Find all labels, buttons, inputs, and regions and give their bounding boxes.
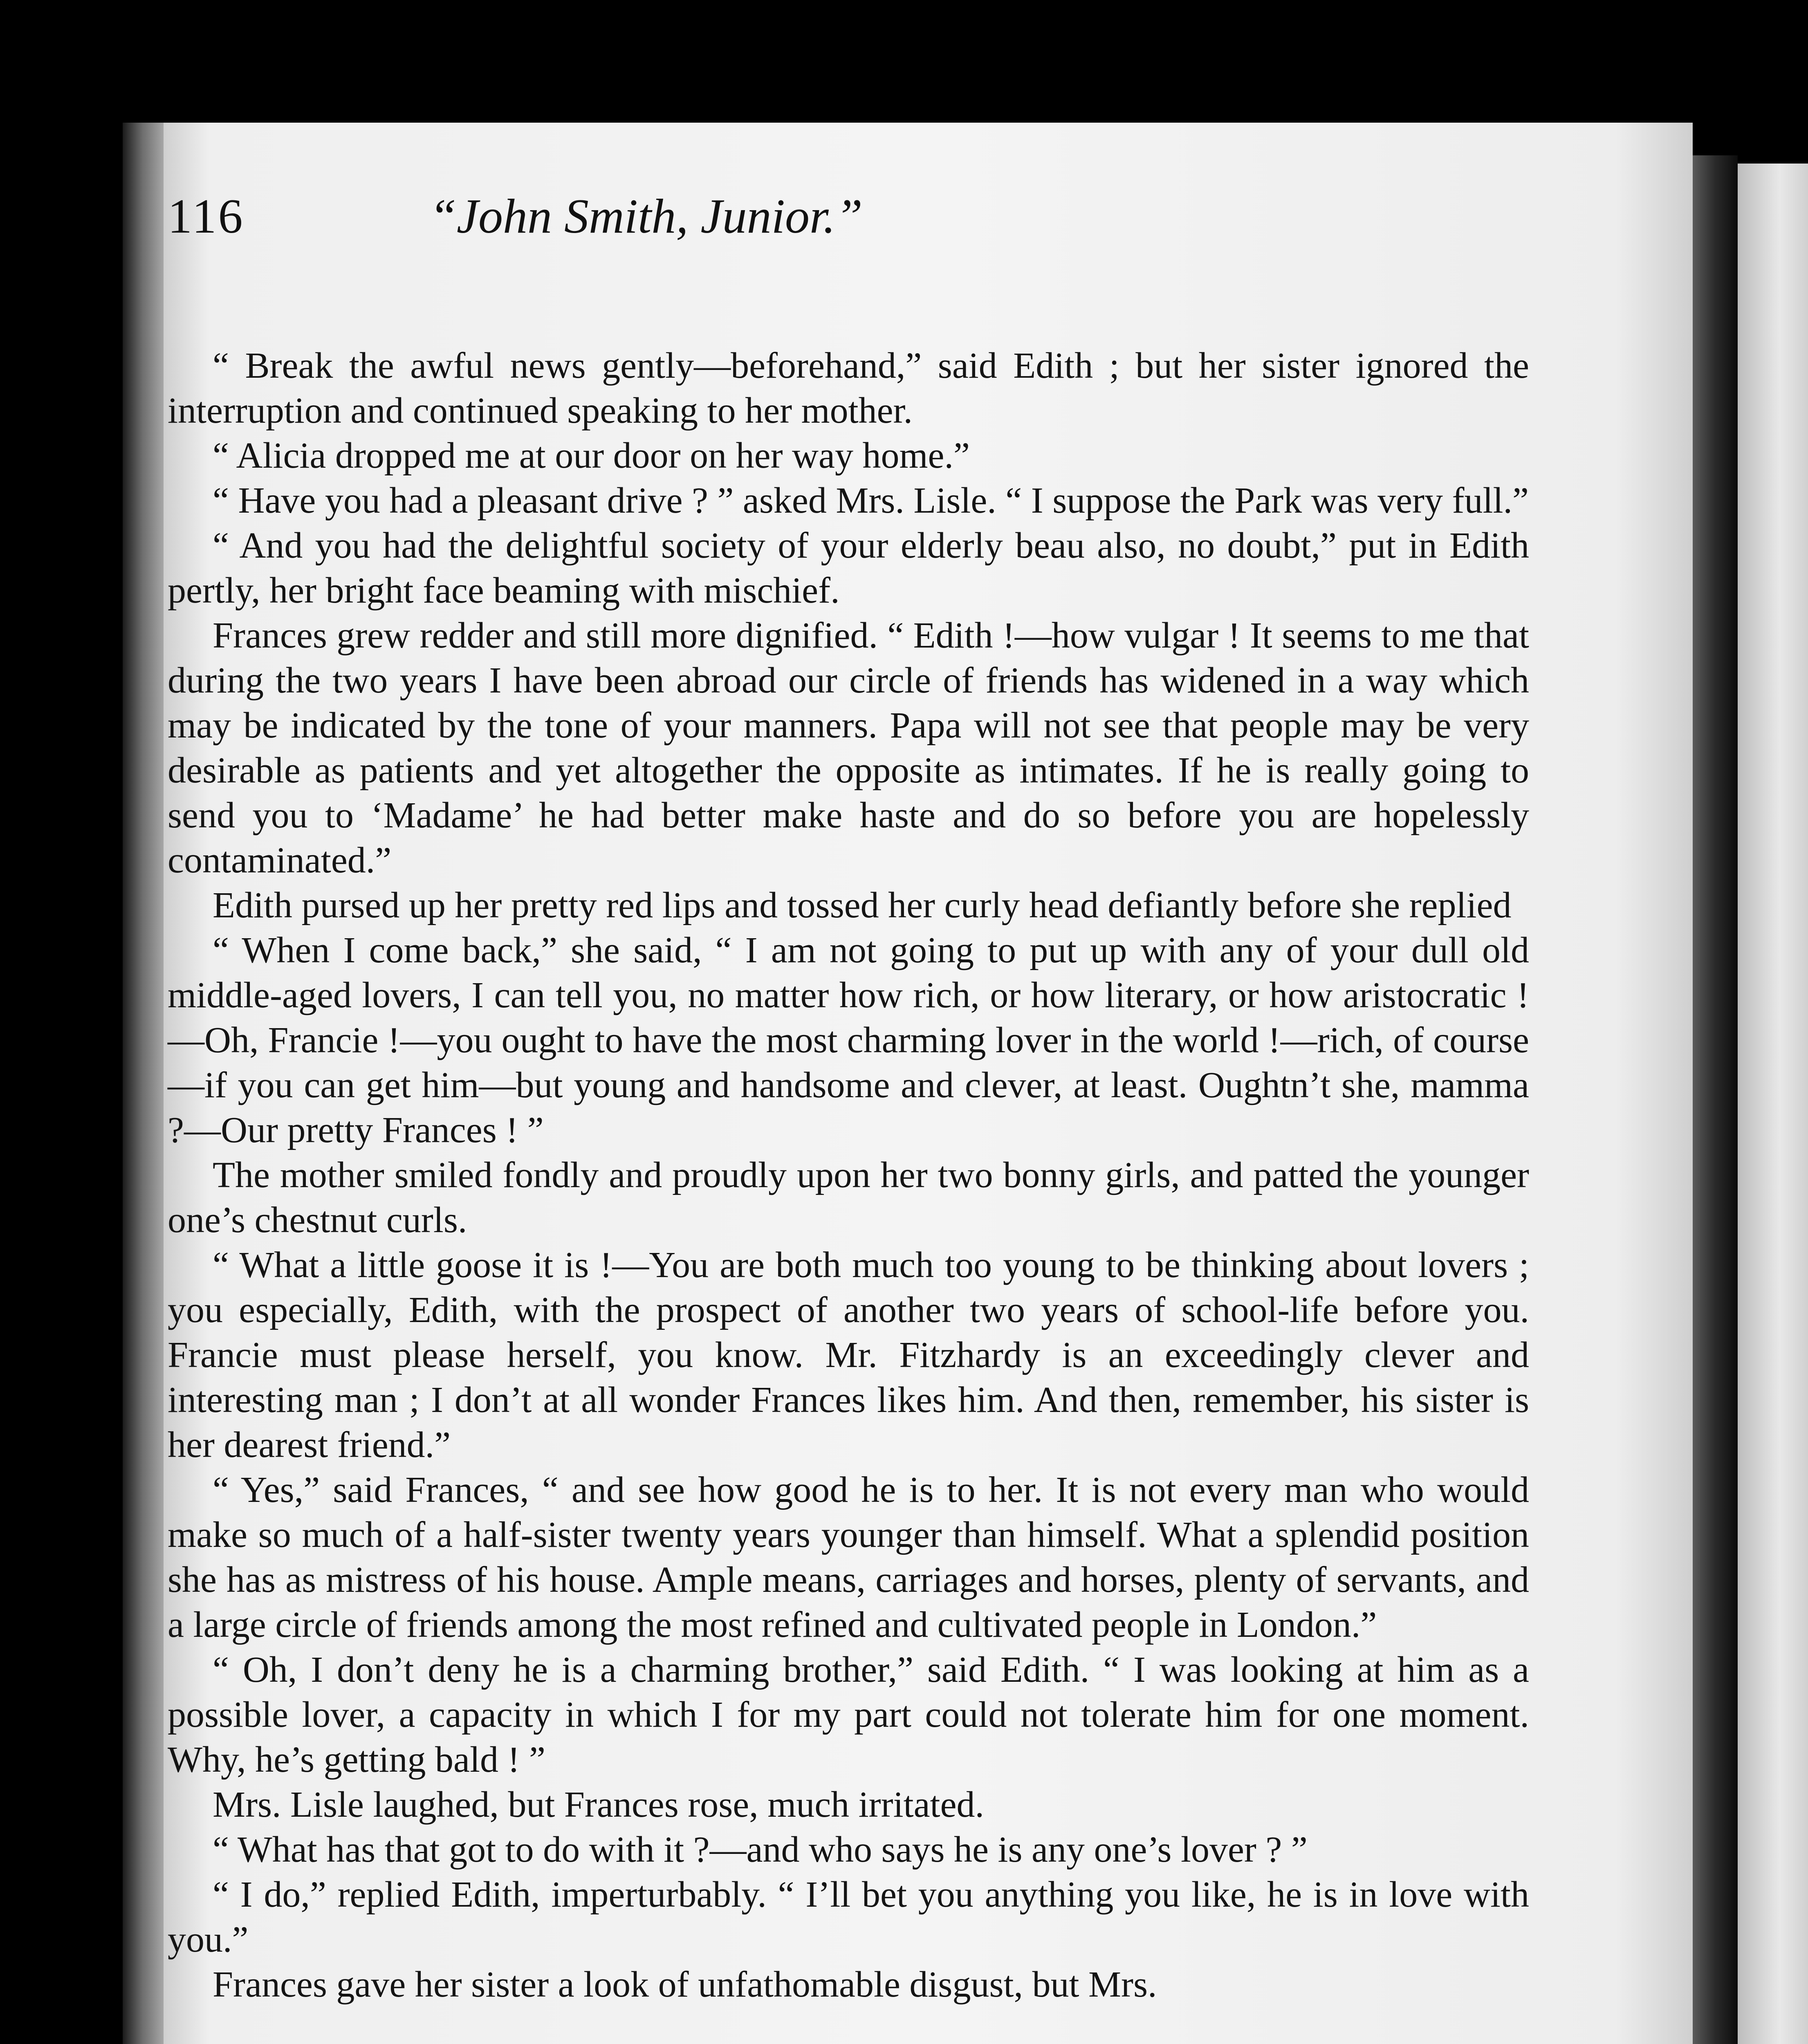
paragraph: “ Oh, I don’t deny he is a charming brother,” said Edith. “ I was looking at him as a possible lover, a capacity in which I for my part could not tolerate him for one moment. Why, he’s getting bald ! ” [168, 1650, 1529, 1780]
running-title: “John Smith, Junior.” [429, 189, 863, 243]
paragraph: “ When I come back,” she said, “ I am not going to put up with any of your dull old middle-aged lovers, I can tell you, no matter how rich, or how literary, or how aristocratic !—Oh, Francie !—you ought to have the most charming lover in the world !—rich, of course—if you can get him—but young and handsome and clever, at least. Oughtn’t she, mamma ?—Our pretty Frances ! ” [168, 930, 1529, 1150]
page-number: 116 [168, 189, 245, 243]
paragraph: The mother smiled fondly and proudly upon her two bonny girls, and patted the younger one’s chestnut curls. [168, 1155, 1529, 1240]
paragraph: “ Have you had a pleasant drive ? ” asked Mrs. Lisle. “ I suppose the Park was very full.” [213, 480, 1529, 521]
paragraph: Frances gave her sister a look of unfathomable disgust, but Mrs. [213, 1964, 1157, 2005]
paragraph: “ What a little goose it is !—You are both much too young to be thinking about lovers ; you especially, Edith, with the prospect of another two years of school-life before you. Francie must please herself, you know. Mr. Fitzhardy is an exceedingly clever and interesting man ; I don’t at all wonder Frances likes him. And then, remember, his sister is her dearest friend.” [168, 1245, 1529, 1465]
paragraph: Mrs. Lisle laughed, but Frances rose, much irritated. [213, 1784, 985, 1825]
running-head [168, 188, 1525, 270]
paragraph: “ I do,” replied Edith, imperturbably. “ I’ll bet you anything you like, he is in love with you.” [168, 1874, 1529, 1960]
paragraph: “ Break the awful news gently—beforehand,” said Edith ; but her sister ignored the interruption and continued speaking to her mother. [168, 345, 1529, 431]
paragraph: “ Yes,” said Frances, “ and see how good he is to her. It is not every man who would make so much of a half-sister twenty years younger than himself. What a splendid position she has as mistress of his house. Ample means, carriages and horses, plenty of servants, and a large circle of friends among the most refined and cultivated people in London.” [168, 1470, 1529, 1645]
paragraph: “ What has that got to do with it ?—and who says he is any one’s lover ? ” [213, 1829, 1308, 1870]
paragraph: Frances grew redder and still more dignified. “ Edith !—how vulgar ! It seems to me that during the two years I have been abroad our circle of friends has widened in a way which may be indicated by the tone of your manners. Papa will not see that people may be very desirable as patients and yet altogether the opposite as intimates. If he is really going to send you to ‘Madame’ he had better make haste and do so before you are hopelessly contaminated.” [168, 615, 1529, 881]
body-text [168, 343, 1529, 2007]
next-page-edge [1738, 164, 1808, 2044]
paragraph: “ Alicia dropped me at our door on her way home.” [213, 435, 970, 476]
page-gutter-shadow [1693, 155, 1738, 2044]
paragraph: Edith pursed up her pretty red lips and tossed her curly head defiantly before she replied [213, 885, 1512, 926]
paragraph: “ And you had the delightful society of your elderly beau also, no doubt,” put in Edith pertly, her bright face beaming with mischief. [168, 525, 1529, 611]
